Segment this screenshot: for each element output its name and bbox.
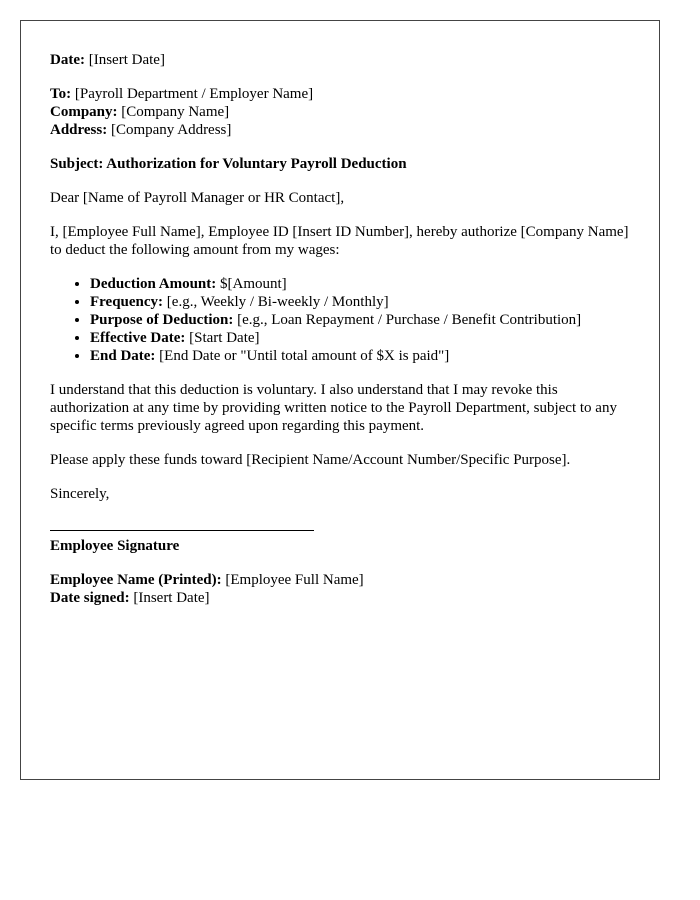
intro-paragraph: I, [Employee Full Name], Employee ID [Insert ID Number], hereby authorize [Company Name] to deduct the following amount from my wages:	[50, 224, 629, 258]
item-value: [e.g., Weekly / Bi-weekly / Monthly]	[163, 294, 389, 310]
signature-line	[50, 530, 314, 531]
printed-name-label: Employee Name (Printed):	[50, 572, 222, 588]
subject-line	[50, 155, 632, 173]
signature-label: Employee Signature	[50, 538, 180, 554]
printed-name-line	[50, 571, 632, 589]
letter-content	[50, 51, 632, 623]
item-value: [End Date or "Until total amount of $X is paid"]	[155, 348, 450, 364]
list-item	[90, 329, 632, 347]
recipient-block	[50, 85, 632, 139]
date-label: Date:	[50, 52, 85, 68]
item-label: Frequency:	[90, 294, 164, 310]
company-label: Company:	[50, 104, 118, 120]
address-value: [Company Address]	[107, 122, 232, 138]
apply-funds-paragraph: Please apply these funds toward [Recipient Name/Account Number/Specific Purpose].	[50, 452, 571, 468]
list-item	[90, 311, 632, 329]
understanding-paragraph: I understand that this deduction is voluntary. I also understand that I may revoke this authorization at any time by providing written notice to the Payroll Department, subject to any specific terms previously agreed upon regarding this payment.	[50, 382, 617, 434]
date-signed-line	[50, 589, 632, 607]
date-signed-value: [Insert Date]	[129, 590, 210, 606]
item-value: $[Amount]	[216, 276, 287, 292]
date-signed-label: Date signed:	[50, 590, 130, 606]
company-line	[50, 103, 632, 121]
signature-label-line	[50, 537, 632, 555]
list-item	[90, 275, 632, 293]
date-line	[50, 51, 632, 69]
list-item	[90, 293, 632, 311]
deduction-list	[50, 275, 632, 365]
address-label: Address:	[50, 122, 108, 138]
address-line	[50, 121, 632, 139]
item-label: Purpose of Deduction:	[90, 312, 234, 328]
to-label: To:	[50, 86, 72, 102]
date-value: [Insert Date]	[84, 52, 165, 68]
printed-name-value: [Employee Full Name]	[221, 572, 364, 588]
item-label: Effective Date:	[90, 330, 186, 346]
to-line	[50, 85, 632, 103]
subject-text: Subject: Authorization for Voluntary Payroll Deduction	[50, 156, 407, 172]
letter-page	[20, 20, 660, 780]
item-label: End Date:	[90, 348, 156, 364]
list-item	[90, 347, 632, 365]
company-value: [Company Name]	[117, 104, 230, 120]
item-value: [e.g., Loan Repayment / Purchase / Benefit Contribution]	[233, 312, 582, 328]
salutation: Dear [Name of Payroll Manager or HR Contact],	[50, 190, 345, 206]
to-value: [Payroll Department / Employer Name]	[71, 86, 314, 102]
item-label: Deduction Amount:	[90, 276, 217, 292]
item-value: [Start Date]	[185, 330, 260, 346]
closing: Sincerely,	[50, 486, 110, 502]
signer-block	[50, 571, 632, 607]
